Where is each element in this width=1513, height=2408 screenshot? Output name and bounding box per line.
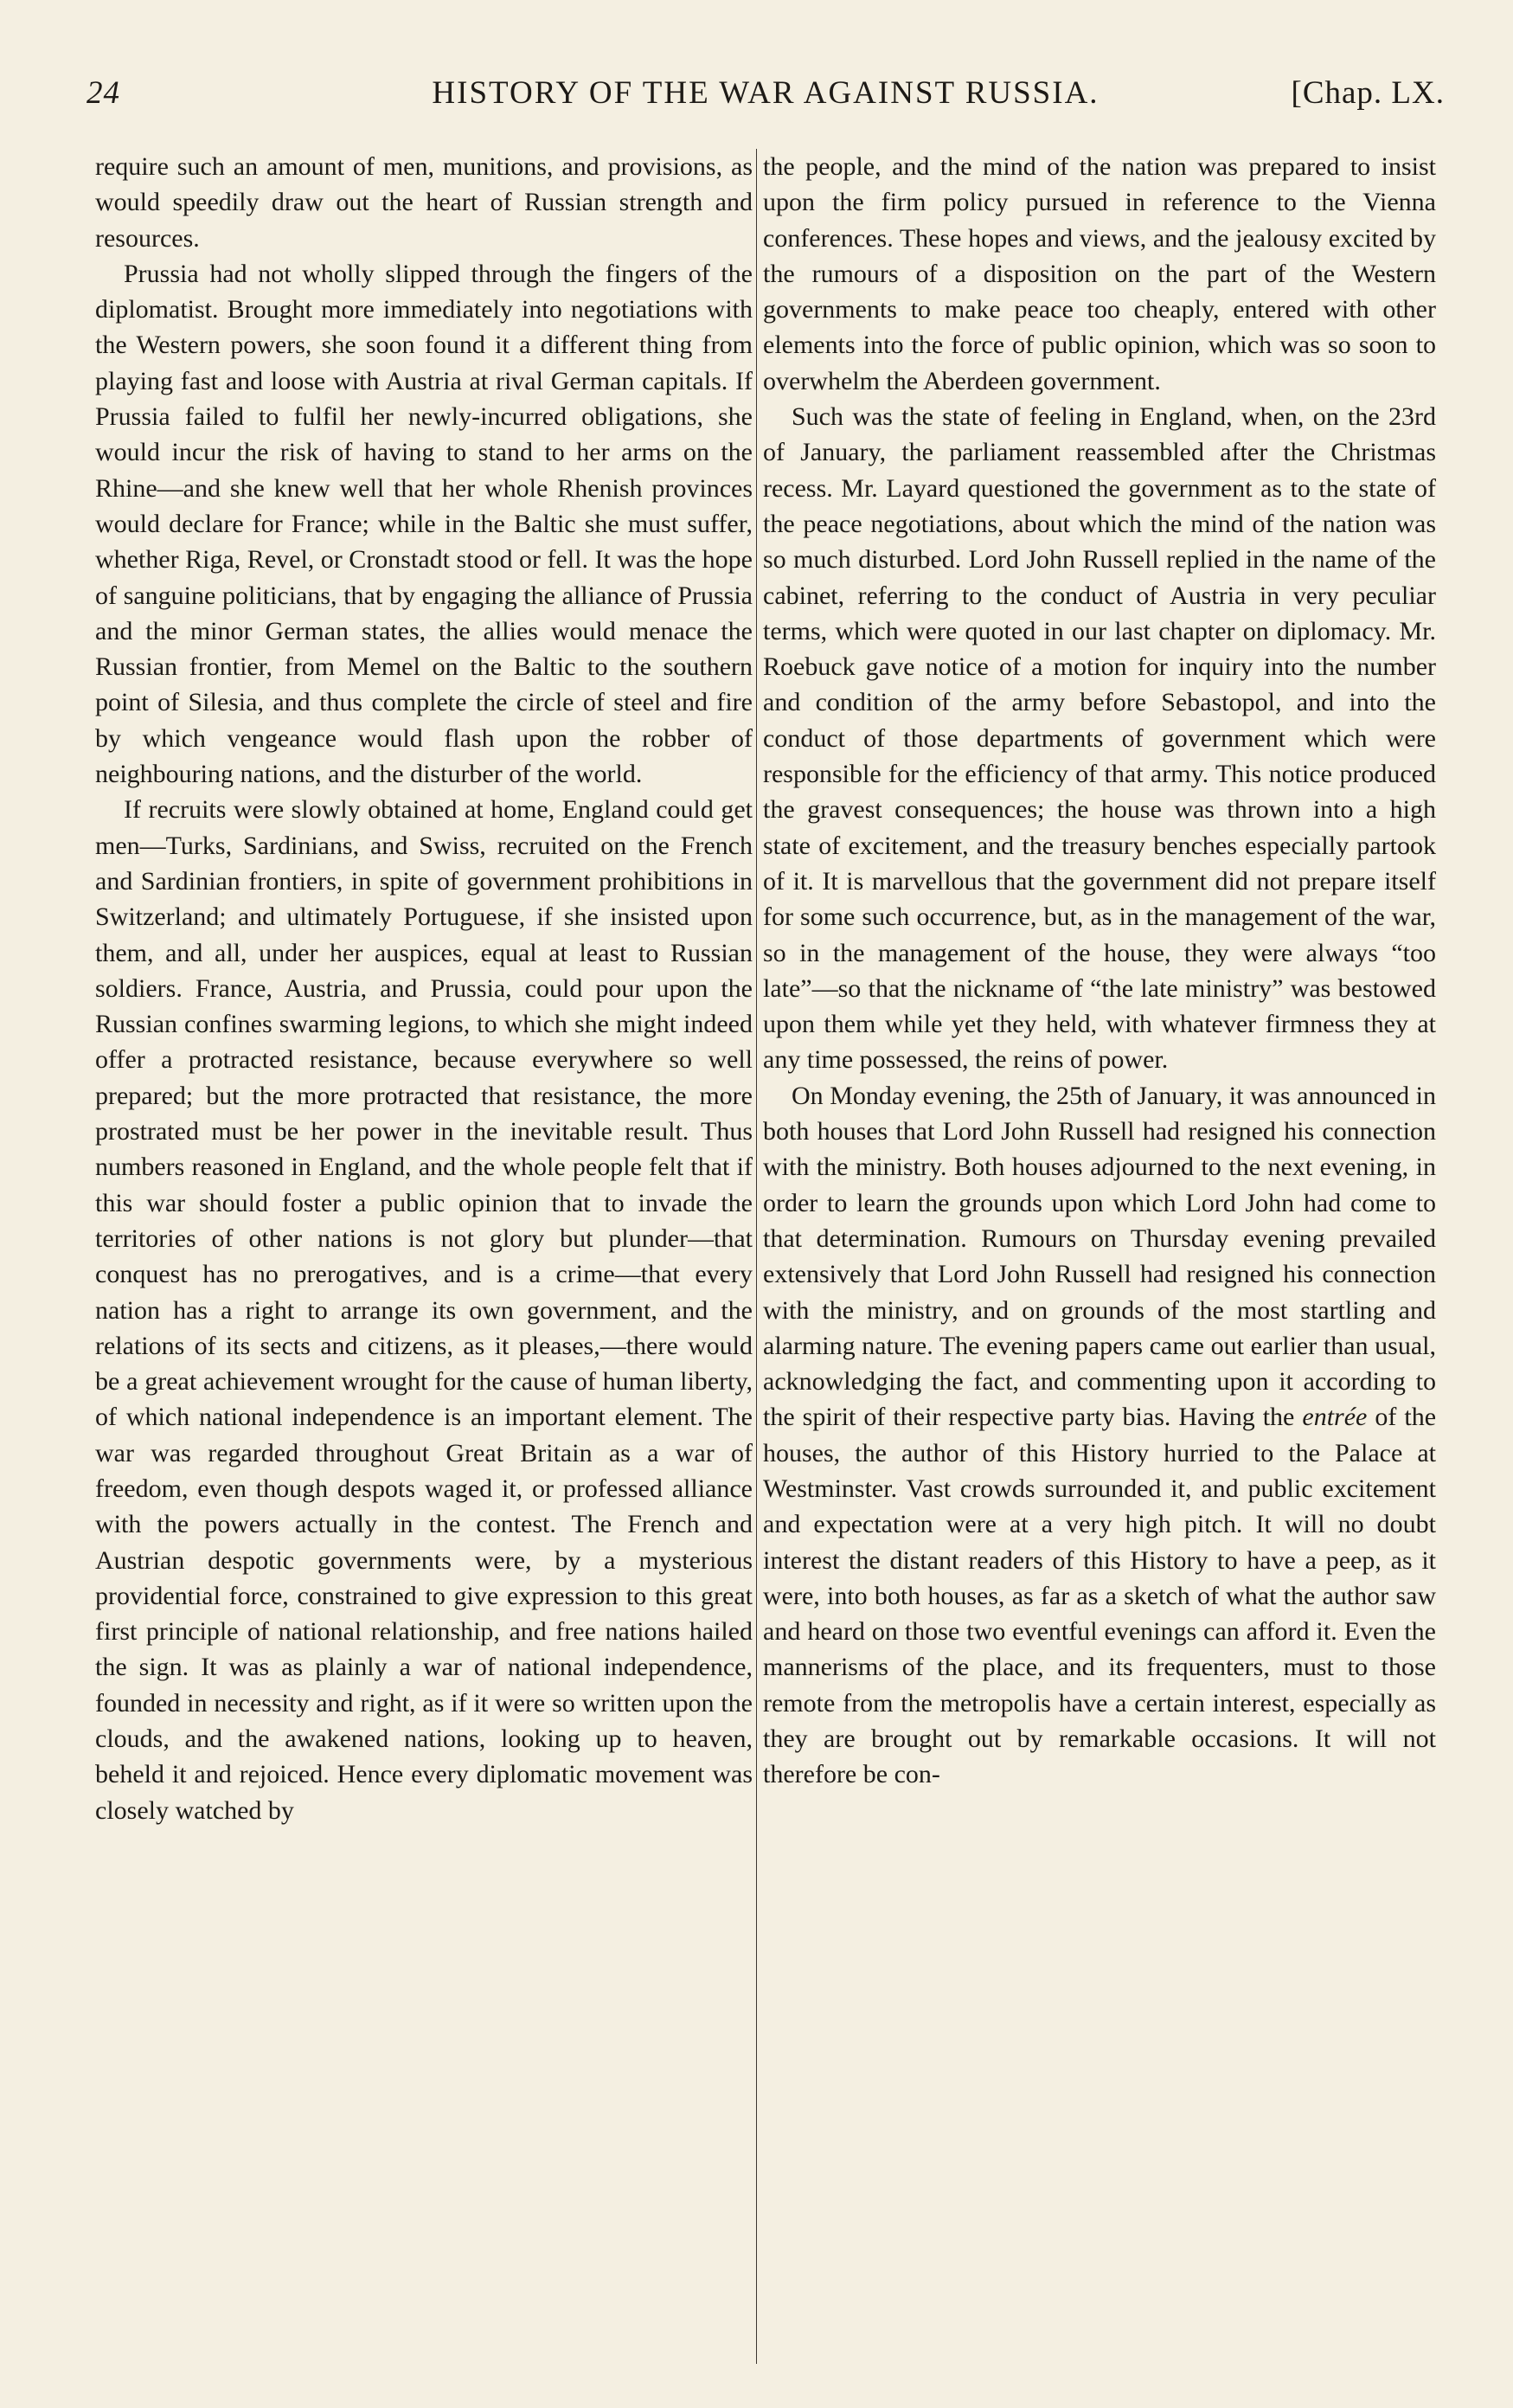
running-header	[87, 74, 1445, 119]
page-number: 24	[87, 75, 120, 111]
paragraph: Such was the state of feeling in England, when, on the 23rd of January, the parliament reassembled after the Christmas recess. Mr. Layard questioned the government as to the state of the peace negotiations, about which the mind of the nation was so much disturbed. Lord John Russell replied in the name of the cabinet, referring to the conduct of Austria in very peculiar terms, which were quoted in our last chapter on diplomacy. Mr. Roebuck gave notice of a motion for inquiry into the number and condition of the army before Sebastopol, and into the conduct of those departments of government which were responsible for the efficiency of that army. This notice produced the gravest consequences; the house was thrown into a high state of excitement, and the treasury benches especially partook of it. It is marvellous that the government did not prepare itself for some such occurrence, but, as in the management of the war, so in the management of the house, they were always “too late”—so that the nickname of “the late ministry” was bestowed upon them while yet they held, with whatever firmness they at any time possessed, the reins of power.	[763, 402, 1436, 1075]
column-divider	[756, 149, 757, 2364]
paragraph	[763, 1078, 1436, 1793]
paragraph-text: of the houses, the author of this History hurried to the Palace at Westminster. Vast crowds surrounded it, and public excitement and expectation were at a very high pitch. It will no doubt interest the distant readers of this History to have a peep, as it were, into both houses, as far as a sketch of what the author saw and heard on those two eventful evenings can afford it. Even the mannerisms of the place, and its frequenters, must to those remote from the metropolis have a certain interest, especially as they are brought out by remarkable occasions. It will not therefore be con-	[763, 1403, 1437, 1789]
right-column	[763, 149, 1436, 1793]
paragraph: require such an amount of men, munitions, and provisions, as would speedily draw out the heart of Russian strength and resources.	[95, 152, 753, 253]
chapter-label: [Chap. LX.	[1291, 75, 1445, 111]
paragraph: Prussia had not wholly slipped through the fingers of the diplomatist. Brought more immediately into negotiations with the Western powers, she soon found it a different thing from playing fast and loose with Austria at rival German capitals. If Prussia failed to fulfil her newly-incurred obligations, she would incur the risk of having to stand to her arms on the Rhine—and she knew well that her whole Rhenish provinces would declare for France; while in the Baltic she must suffer, whether Riga, Revel, or Cronstadt stood or fell. It was the hope of sanguine politicians, that by engaging the alliance of Prussia and the minor German states, the allies would menace the Russian frontier, from Memel on the Baltic to the southern point of Silesia, and thus complete the circle of steel and fire by which vengeance would flash upon the robber of neighbouring nations, and the disturber of the world.	[95, 259, 753, 789]
italic-term: entrée	[1302, 1403, 1368, 1432]
paragraph-text: On Monday evening, the 25th of January, it was announced in both houses that Lord John Russell had resigned his connection with the ministry. Both houses adjourned to the next evening, in order to learn the grounds upon which Lord John had come to that determination. Rumours on Thursday evening prevailed extensively that Lord John Russell had resigned his connection with the ministry, and on grounds of the most startling and alarming nature. The evening papers came out earlier than usual, acknowledging the fact, and commenting upon it according to the spirit of their respective party bias. Having the	[763, 1081, 1436, 1432]
left-column	[95, 149, 753, 1828]
paragraph: If recruits were slowly obtained at home, England could get men—Turks, Sardinians, and Swiss, recruited on the French and Sardinian frontiers, in spite of government prohibitions in Switzerland; and ultimately Portuguese, if she insisted upon them, and all, under her auspices, equal at least to Russian soldiers. France, Austria, and Prussia, could pour upon the Russian confines swarming legions, to which she might indeed offer a protracted resistance, because everywhere so well prepared; but the more protracted that resistance, the more prostrated must be her power in the inevitable result. Thus numbers reasoned in England, and the whole people felt that if this war should foster a public opinion that to invade the territories of other nations is not glory but plunder—that conquest has no prerogatives, and is a crime—that every nation has a right to arrange its own government, and the relations of its sects and citizens, as it pleases,—there would be a great achievement wrought for the cause of human liberty, of which national independence is an important element. The war was regarded throughout Great Britain as a war of freedom, even though despots waged it, or professed alliance with the powers actually in the contest. The French and Austrian despotic governments were, by a mysterious providential force, constrained to give expression to this great first principle of national relationship, and free nations hailed the sign. It was as plainly a war of national independence, founded in necessity and right, as if it were so written upon the clouds, and the awakened nations, looking up to heaven, beheld it and rejoiced. Hence every diplomatic movement was closely watched by	[95, 795, 753, 1825]
running-title: HISTORY OF THE WAR AGAINST RUSSIA.	[432, 75, 1099, 111]
paragraph: the people, and the mind of the nation was prepared to insist upon the firm policy pursued in reference to the Vienna conferences. These hopes and views, and the jealousy excited by the rumours of a disposition on the part of the Western governments to make peace too cheaply, entered with other elements into the force of public opinion, which was so soon to overwhelm the Aberdeen government.	[763, 152, 1436, 395]
